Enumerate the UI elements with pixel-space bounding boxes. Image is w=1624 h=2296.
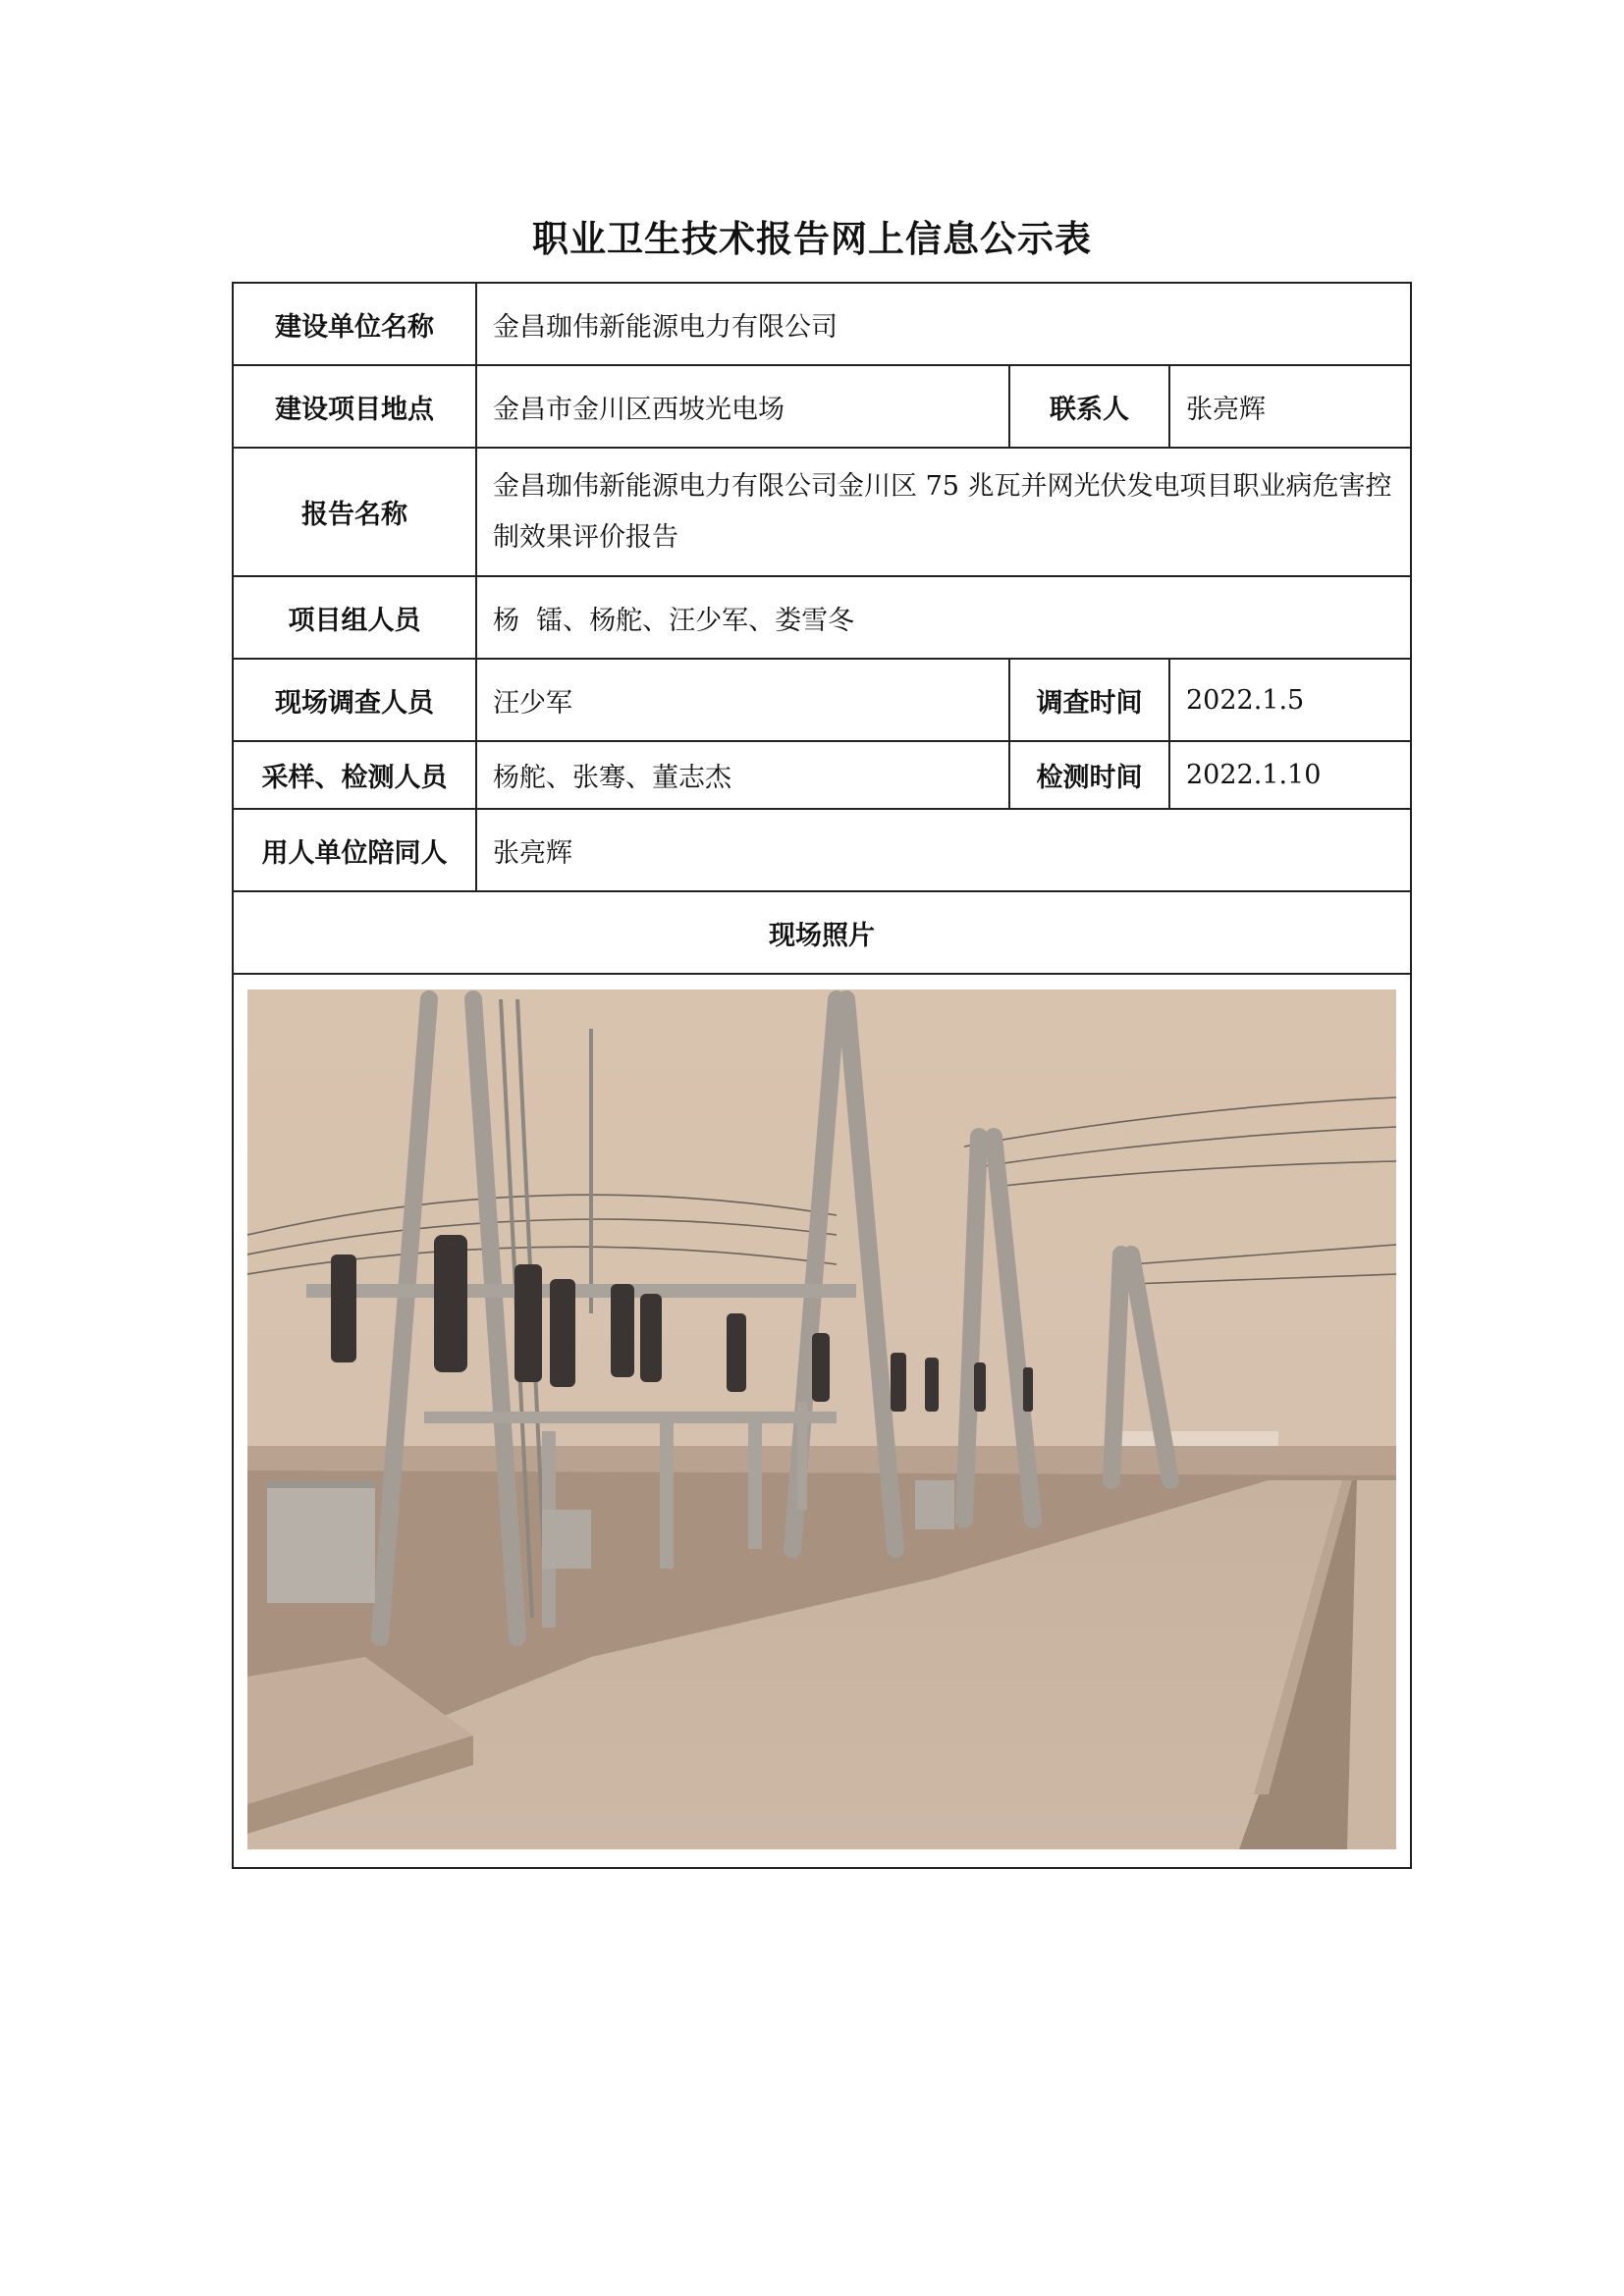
site-photo [247,989,1396,1849]
contact-value: 张亮辉 [1169,365,1411,448]
photo-cell [233,974,1411,1868]
location-label: 建设项目地点 [233,365,476,448]
survey-time-value: 2022.1.5 [1169,659,1411,741]
test-time-value: 2022.1.10 [1169,741,1411,809]
row-photo [233,974,1411,1868]
escort-value: 张亮辉 [476,809,1411,891]
row-survey [233,659,1411,741]
cabinet-top [267,1480,375,1488]
sampling-label: 采样、检测人员 [233,741,476,809]
report-label: 报告名称 [233,448,476,576]
small-cabinet [542,1510,591,1569]
report-value: 金昌珈伟新能源电力有限公司金川区 75 兆瓦并网光伏发电项目职业病危害控制效果评价报告 [476,448,1411,576]
unit-value: 金昌珈伟新能源电力有限公司 [476,283,1411,365]
row-photo-header [233,891,1411,974]
info-table [232,282,1412,1869]
photo-label: 现场照片 [233,891,1411,974]
row-location [233,365,1411,448]
horizon-wall [247,1446,1396,1475]
survey-label: 现场调查人员 [233,659,476,741]
row-escort [233,809,1411,891]
row-unit [233,283,1411,365]
contact-label: 联系人 [1009,365,1169,448]
control-cabinet [267,1480,375,1603]
escort-label: 用人单位陪同人 [233,809,476,891]
row-report [233,448,1411,576]
survey-value: 汪少军 [476,659,1009,741]
location-value: 金昌市金川区西坡光电场 [476,365,1009,448]
row-sampling [233,741,1411,809]
team-label: 项目组人员 [233,576,476,659]
survey-time-label: 调查时间 [1009,659,1169,741]
page-title: 职业卫生技术报告网上信息公示表 [532,218,1092,260]
unit-label: 建设单位名称 [233,283,476,365]
team-value: 杨 镭、杨舵、汪少军、娄雪冬 [476,576,1411,659]
junction-box [915,1480,954,1529]
row-team [233,576,1411,659]
test-time-label: 检测时间 [1009,741,1169,809]
sampling-value: 杨舵、张骞、董志杰 [476,741,1009,809]
